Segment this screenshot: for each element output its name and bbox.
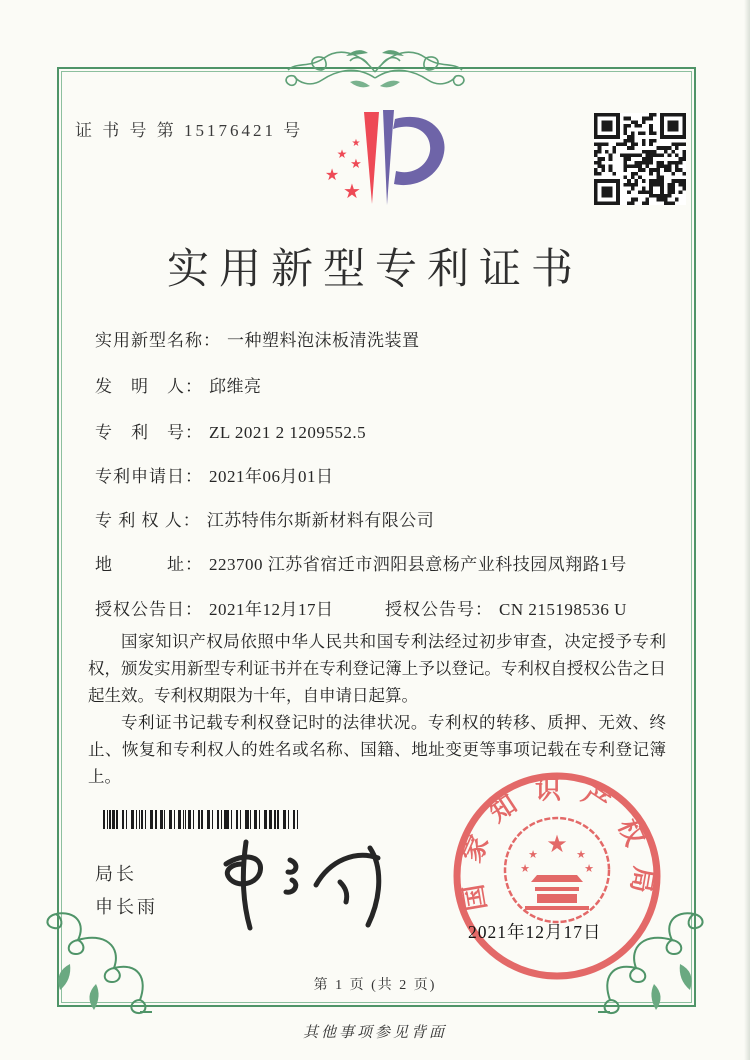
legal-paragraph-1: 国家知识产权局依照中华人民共和国专利法经过初步审查，决定授予专利权，颁发实用新型专利证书并在专利登记簿上予以登记。专利权自授权公告之日起生效。专利权期限为十年，自申请日起算。	[88, 632, 666, 705]
field-value: 2021年06月01日	[209, 467, 334, 486]
field-value: 2021年12月17日	[209, 600, 334, 619]
field-grant-number	[385, 595, 627, 620]
field-label: 专 利 权 人：	[95, 511, 201, 530]
field-label: 授权公告号：	[385, 600, 493, 619]
director-name: 申长雨	[95, 897, 158, 917]
field-address	[95, 550, 627, 575]
field-filing-date	[95, 462, 334, 487]
field-label: 实用新型名称：	[95, 331, 221, 350]
field-label: 地 址：	[95, 555, 203, 574]
director-signature	[198, 830, 408, 935]
certificate-title: 实用新型专利证书	[166, 247, 583, 293]
seal-emblem-icon	[520, 830, 594, 910]
barcode	[103, 810, 299, 829]
field-value: ZL 2021 2 1209552.5	[209, 423, 367, 442]
svg-text:★: ★	[336, 147, 348, 161]
field-value: 一种塑料泡沫板清洗装置	[227, 331, 420, 350]
field-label: 授权公告日：	[95, 600, 203, 619]
corner-flourish-left-icon	[40, 908, 152, 1020]
svg-text:★: ★	[528, 848, 538, 861]
svg-text:★: ★	[584, 862, 594, 875]
official-seal	[447, 766, 667, 986]
back-side-note: 其他事项参见背面	[302, 1025, 447, 1041]
field-label: 专利申请日：	[95, 467, 203, 486]
field-patentee	[95, 506, 434, 531]
cnipa-logo-icon	[292, 106, 464, 208]
field-value: CN 215198536 U	[499, 600, 627, 619]
field-label: 发 明 人：	[95, 377, 203, 396]
top-ornament-icon	[250, 42, 500, 94]
svg-text:★: ★	[351, 138, 361, 149]
qr-code	[594, 113, 686, 205]
svg-text:★: ★	[546, 830, 568, 858]
field-value: 江苏特伟尔斯新材料有限公司	[206, 511, 435, 530]
field-value: 223700 江苏省宿迁市泗阳县意杨产业科技园凤翔路1号	[209, 555, 627, 574]
field-label: 专 利 号：	[95, 423, 203, 442]
director-title: 局长	[95, 864, 137, 884]
page-number: 第 1 页 (共 2 页)	[313, 978, 437, 993]
field-utility-model-name	[95, 326, 420, 351]
svg-text:★: ★	[520, 862, 530, 875]
field-patent-number	[95, 418, 366, 443]
svg-text:★: ★	[350, 157, 362, 172]
field-inventor	[95, 372, 262, 397]
field-grant-date	[95, 595, 627, 620]
svg-text:★: ★	[324, 165, 340, 184]
certificate-number: 证 书 号 第 15176421 号	[75, 121, 304, 140]
field-value: 邱维亮	[209, 377, 262, 396]
svg-text:★: ★	[343, 179, 361, 203]
legal-paragraph-2: 专利证书记载专利权登记时的法律状况。专利权的转移、质押、无效、终止、恢复和专利权人的姓名或名称、国籍、地址变更等事项记载在专利登记簿上。	[88, 713, 666, 786]
seal-text: 国家知识产权局	[455, 775, 659, 913]
svg-text:★: ★	[576, 848, 586, 861]
seal-date: 2021年12月17日	[468, 922, 602, 942]
